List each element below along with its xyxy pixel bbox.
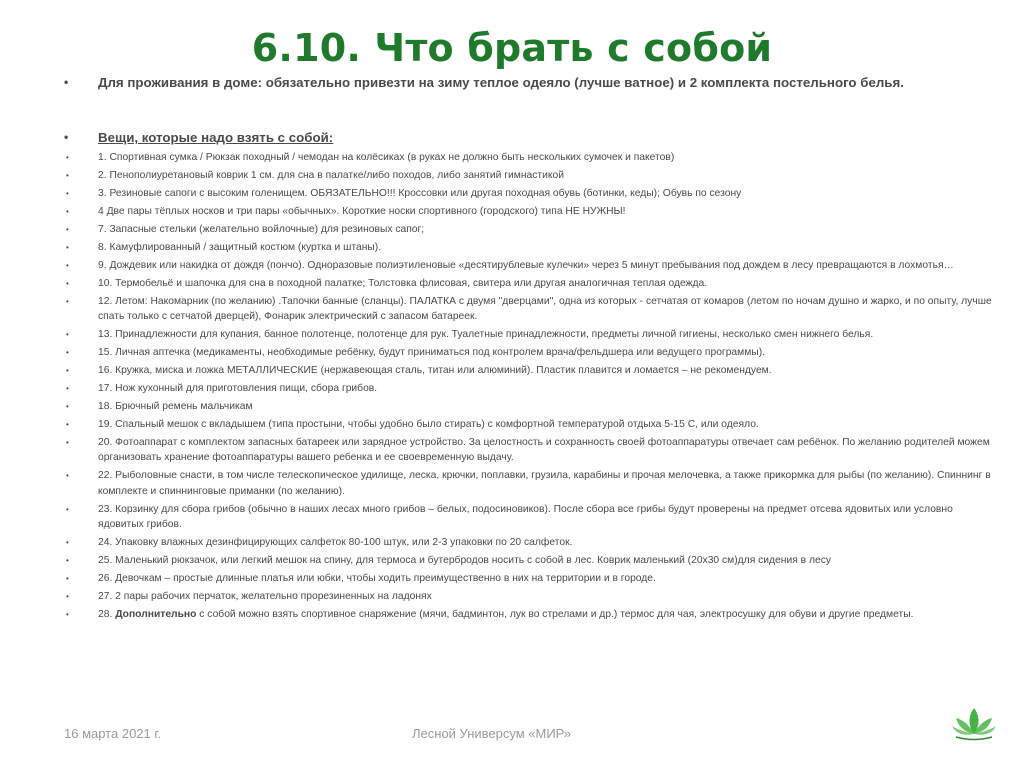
list-item — [64, 240, 994, 256]
list-item — [64, 381, 994, 397]
bullet-icon: • — [66, 278, 69, 288]
list-item — [64, 327, 994, 343]
bullet-icon: • — [66, 610, 69, 619]
item-rest: с собой можно взять спортивное снаряжение (мячи, бадминтон, лук во стрелами и др.) термос для чая, электросушку для обуви и другие предметы. — [196, 609, 914, 620]
lotus-logo-icon — [950, 704, 998, 742]
bullet-icon: • — [66, 365, 69, 375]
list-item-text: 27. 2 пары рабочих перчаток, желательно прорезиненных на ладонях — [98, 591, 432, 603]
list-item-text: 12. Летом: Накомарник (по желанию) .Тапочки банные (сланцы). ПАЛАТКА с двумя "дверцами", одна из которых - сетчатая от комаров (летом по ночам душно и жарко, и по опыту, лучше спать только с сетчатой дверцей), Фонарик электрический с запасом батареек. — [98, 295, 992, 323]
bullet-icon: • — [66, 170, 69, 180]
bullet-icon: • — [66, 401, 69, 411]
list-item-text: 16. Кружка, миска и ложка МЕТАЛЛИЧЕСКИЕ (нержавеющая сталь, титан или алюминий). Пластик плавится и ломается – не рекомендуем. — [98, 364, 772, 376]
bullet-icon: • — [66, 437, 69, 447]
intro-bullet: • — [64, 75, 69, 89]
bullet-icon: • — [66, 260, 69, 270]
list-item-text: 22. Рыболовные снасти, в том числе телескопическое удилище, леска, крючки, поплавки, грузила, карабины и прочая мелочевка, а также прикормка для рыбы (по желанию). Спиннинг в комплекте и спиннинговые приманки (по желанию). — [98, 470, 991, 497]
footer-organization: Лесной Универсум «МИР» — [412, 726, 571, 741]
list-item-text: 15. Личная аптечка (медикаменты, необходимые ребёнку, будут приниматься под контролем врача/фельдшера или ведущего программы). — [98, 346, 765, 358]
list-item — [64, 435, 994, 466]
item-number: 28. — [98, 609, 116, 620]
list-item — [64, 399, 994, 415]
bullet-icon: • — [66, 538, 69, 548]
list-item — [64, 150, 994, 166]
bullet-icon: • — [66, 330, 69, 340]
bullet-icon: • — [66, 188, 69, 198]
list-item — [64, 294, 994, 325]
bullet-icon: • — [66, 383, 69, 393]
bullet-icon: • — [66, 504, 69, 514]
list-item — [64, 589, 994, 605]
bullet-icon: • — [66, 419, 69, 429]
list-item-text: 20. Фотоаппарат с комплектом запасных батареек или зарядное устройство. За целостность и сохранность своей фотоаппаратуры отвечает сам ребёнок. По желанию родителей можем организовать хранение фотоаппаратуры вашего ребенка и ее своевременную выдачу. — [98, 436, 990, 464]
list-item — [64, 276, 994, 292]
list-item-text: 13. Принадлежности для купания, банное полотенце, полотенце для рук. Туалетные принадлежности, предметы личной гигиены, несколько смен нижнего белья. — [98, 329, 874, 341]
list-heading-text: Вещи, которые надо взять с собой: — [98, 130, 334, 145]
items-list — [64, 150, 994, 625]
list-item — [64, 186, 994, 202]
list-item — [64, 535, 994, 551]
list-item — [64, 468, 994, 499]
list-item-text: 24. Упаковку влажных дезинфицирующих салфеток 80-100 штук, или 2-3 упаковки по 20 салфеток. — [98, 537, 573, 549]
list-heading — [64, 128, 984, 147]
bullet-icon: • — [66, 574, 69, 584]
bullet-icon: • — [66, 296, 69, 306]
list-item-text: 19. Спальный мешок с вкладышем (типа простыни, чтобы удобно было стирать) с комфортной температурой отдыха 5-15 С, или одеяло. — [98, 418, 759, 430]
list-item — [64, 204, 994, 220]
list-item-text: 18. Брючный ремень мальчикам — [98, 400, 253, 412]
slide-title: 6.10. Что брать с собой — [251, 26, 773, 70]
intro-text: Для проживания в доме: обязательно привезти на зиму теплое одеяло (лучше ватное) и 2 комплекта постельного белья. — [98, 75, 904, 90]
bullet-icon: • — [66, 347, 69, 357]
bullet-icon: • — [66, 153, 69, 162]
list-item-text: 10. Термобельё и шапочка для сна в походной палатке; Толстовка флисовая, свитера или другая аналогичная теплая одежда. — [98, 277, 708, 289]
bullet-icon: • — [66, 206, 69, 216]
bullet-icon: • — [66, 471, 69, 481]
list-item — [64, 222, 994, 238]
list-item-text: 8. Камуфлированный / защитный костюм (куртка и штаны). — [98, 241, 382, 253]
list-item — [64, 345, 994, 361]
list-item — [64, 258, 994, 274]
bullet-icon: • — [66, 242, 69, 252]
list-item — [64, 607, 994, 623]
list-item-text: 23. Корзинку для сбора грибов (обычно в наших лесах много грибов – белых, подосиновиков). После сбора все грибы будут проверены на предмет отсева ядовитых или условно ядовитых грибов. — [98, 503, 953, 531]
list-item-text: 3. Резиновые сапоги с высоким голенищем. ОБЯЗАТЕЛЬНО!!! Кроссовки или другая походная обувь (ботинки, кеды); Обувь по сезону — [98, 187, 742, 199]
list-item-text: 1. Спортивная сумка / Рюкзак походный / чемодан на колёсиках (в руках не должно быть нескольких сумочек и пакетов) — [98, 152, 675, 163]
list-heading-bullet: • — [64, 130, 69, 144]
list-item-text: 2. Пенополиуретановый коврик 1 см. для сна в палатке/либо походов, либо занятий гимнастикой — [98, 169, 564, 181]
list-item-text: 25. Маленький рюкзачок, или легкий мешок на спину, для термоса и бутербродов носить с собой в лес. Коврик маленький (20х30 см)для сидения в лесу — [98, 555, 832, 567]
list-item-text: 17. Нож кухонный для приготовления пищи, сбора грибов. — [98, 382, 378, 394]
bullet-icon: • — [66, 224, 69, 234]
intro-paragraph — [64, 73, 984, 92]
bullet-icon: • — [66, 556, 69, 566]
bullet-icon: • — [66, 592, 69, 602]
list-item-text: 9. Дождевик или накидка от дождя (пончо). Одноразовые полиэтиленовые «десятирублевые кулечки» через 5 минут пребывания под дождем в лесу превращаются в лохмотья… — [98, 259, 954, 271]
item-bold-label: Дополнительно — [115, 609, 197, 620]
list-item — [64, 571, 994, 587]
list-item-text: 4 Две пары тёплых носков и три пары «обычных». Короткие носки спортивного (городского) типа НЕ НУЖНЫ! — [98, 205, 626, 217]
list-item — [64, 417, 994, 433]
list-item — [64, 363, 994, 379]
list-item-text: 7. Запасные стельки (желательно войлочные) для резиновых сапог; — [98, 223, 425, 235]
list-item-text — [98, 607, 994, 623]
list-item — [64, 168, 994, 184]
list-item — [64, 502, 994, 533]
footer-date: 16 марта 2021 г. — [64, 726, 162, 741]
list-item-text: 26. Девочкам – простые длинные платья или юбки, чтобы ходить преимущественно в них на территории и в городе. — [98, 573, 656, 585]
list-item — [64, 553, 994, 569]
